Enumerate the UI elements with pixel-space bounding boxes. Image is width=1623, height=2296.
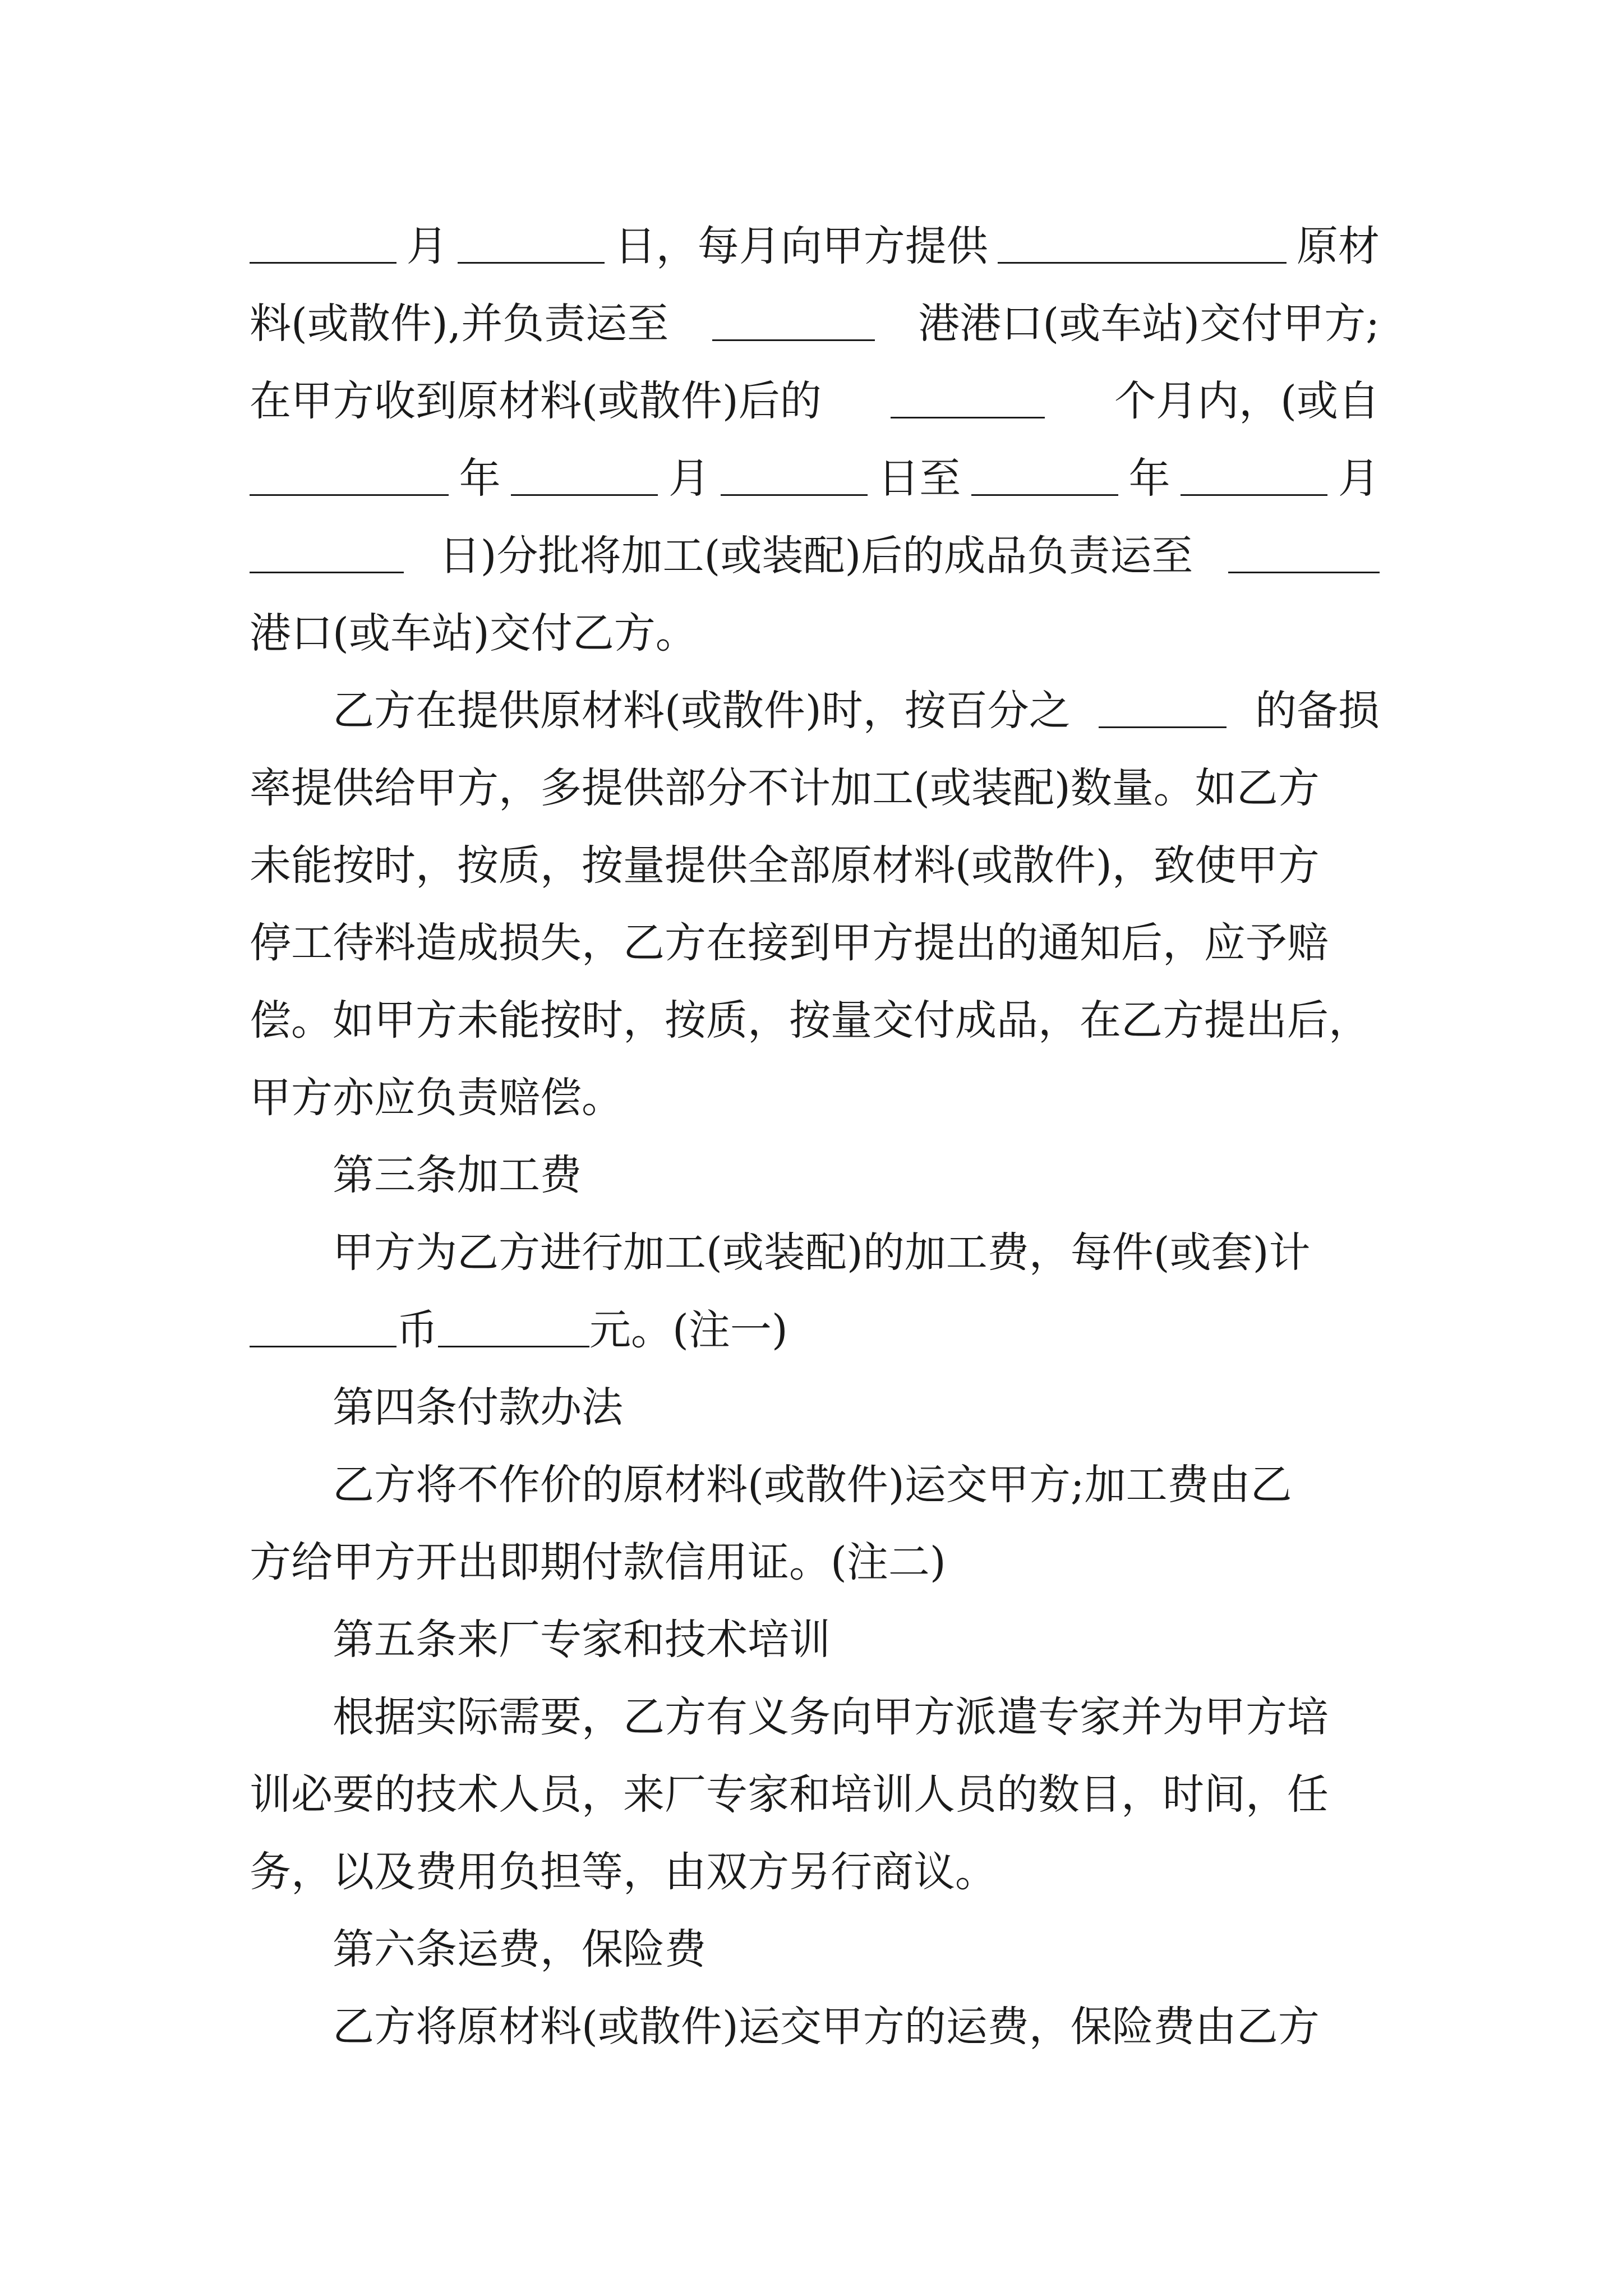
text-line [250, 517, 1380, 595]
fill-in-blank[interactable] [721, 455, 868, 496]
section-heading [250, 1137, 1380, 1214]
section-heading [250, 1369, 1380, 1446]
text-line [250, 440, 1380, 517]
text-segment: 乙方将原材料(或散件)运交甲方的运费，保险费由乙方 [333, 2003, 1320, 2051]
text-segment: 港港口(或车站)交付甲方; [918, 300, 1380, 348]
section-heading [250, 1911, 1380, 1988]
fill-in-blank[interactable] [458, 223, 605, 264]
heading-text: 第六条运费，保险费 [333, 1925, 706, 1973]
text-line [250, 1756, 1380, 1833]
text-segment: 月 [406, 222, 448, 270]
paragraph-first-line [250, 1214, 1380, 1291]
text-line [250, 904, 1380, 982]
text-segment: 年 [1128, 454, 1170, 503]
fill-in-blank[interactable] [1099, 687, 1227, 728]
text-segment: 原材 [1296, 222, 1380, 270]
text-segment: 偿。如甲方未能按时，按质，按量交付成品，在乙方提出后， [250, 996, 1370, 1045]
text-segment: 训必要的技术人员，来厂专家和培训人员的数目，时间，任 [250, 1770, 1329, 1819]
contract-text-body [250, 208, 1380, 2065]
text-line [250, 1524, 1380, 1601]
fill-in-blank[interactable] [891, 378, 1045, 418]
text-segment: 在甲方收到原材料(或散件)后的 [250, 377, 822, 425]
text-segment: 未能按时，按质，按量提供全部原材料(或散件)，致使甲方 [250, 841, 1320, 890]
text-segment: 方给甲方开出即期付款信用证。(注二) [250, 1538, 946, 1586]
fill-in-blank[interactable] [250, 455, 449, 496]
paragraph-first-line [250, 1678, 1380, 1756]
text-line [250, 285, 1380, 362]
text-line [250, 595, 1380, 672]
text-segment: 日，每月向甲方提供 [614, 222, 988, 270]
section-heading [250, 1601, 1380, 1678]
fill-in-blank[interactable] [712, 300, 875, 341]
text-segment: 乙方在提供原材料(或散件)时，按百分之 [333, 687, 1071, 735]
paragraph-first-line [250, 1988, 1380, 2065]
text-line [250, 208, 1380, 285]
fill-in-blank[interactable] [250, 1306, 396, 1347]
heading-text: 第五条来厂专家和技术培训 [333, 1616, 831, 1664]
text-segment: 币 [396, 1306, 438, 1354]
text-segment: 月 [668, 454, 710, 503]
text-line [250, 982, 1380, 1059]
text-segment: 乙方将不作价的原材料(或散件)运交甲方;加工费由乙 [333, 1461, 1292, 1509]
fill-in-blank[interactable] [250, 532, 404, 573]
fill-in-blank[interactable] [438, 1306, 589, 1347]
text-segment: 日)分批将加工(或装配)后的成品负责运至 [439, 532, 1193, 580]
text-line [250, 827, 1380, 904]
text-line [250, 749, 1380, 827]
text-segment: 个月内，(或自 [1114, 377, 1380, 425]
paragraph-first-line [250, 672, 1380, 749]
text-segment: 率提供给甲方，多提供部分不计加工(或装配)数量。如乙方 [250, 764, 1320, 812]
fill-in-blank[interactable] [971, 455, 1118, 496]
text-segment: 根据实际需要，乙方有义务向甲方派遣专家并为甲方培 [333, 1693, 1329, 1741]
text-segment: 月 [1338, 454, 1380, 503]
fill-in-blank[interactable] [511, 455, 658, 496]
text-segment: 的备损 [1255, 687, 1380, 735]
heading-text: 第三条加工费 [333, 1151, 582, 1199]
text-line [250, 362, 1380, 440]
text-segment: 港口(或车站)交付乙方。 [250, 609, 697, 657]
fill-in-blank[interactable] [998, 223, 1287, 264]
text-segment: 日至 [878, 454, 961, 503]
fill-in-blank[interactable] [1228, 532, 1380, 573]
text-segment: 甲方亦应负责赔偿。 [250, 1074, 623, 1122]
text-segment: 务，以及费用负担等，由双方另行商议。 [250, 1848, 997, 1896]
text-segment: 年 [459, 454, 501, 503]
text-line [250, 1833, 1380, 1911]
text-line [250, 1059, 1380, 1137]
text-line [250, 1291, 1380, 1369]
text-segment: 料(或散件),并负责运至 [250, 300, 669, 348]
text-segment: 甲方为乙方进行加工(或装配)的加工费，每件(或套)计 [333, 1228, 1311, 1277]
text-segment: 元。(注一) [589, 1306, 788, 1354]
heading-text: 第四条付款办法 [333, 1383, 623, 1432]
fill-in-blank[interactable] [250, 223, 396, 264]
fill-in-blank[interactable] [1181, 455, 1327, 496]
text-segment: 停工待料造成损失，乙方在接到甲方提出的通知后，应予赔 [250, 919, 1329, 967]
paragraph-first-line [250, 1446, 1380, 1524]
